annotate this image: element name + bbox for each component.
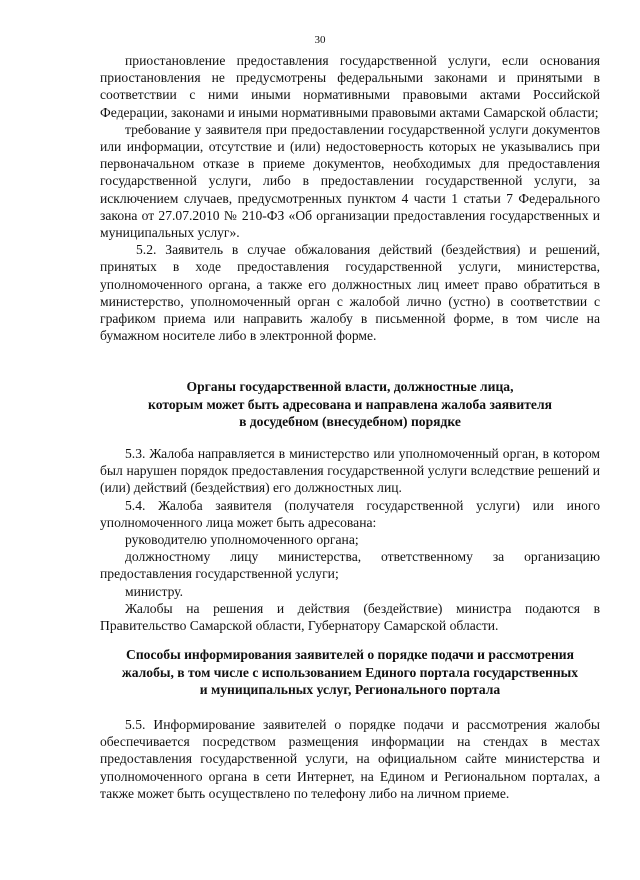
paragraph: приостановление предоставления государственной услуги, если основания приостановления не предусмотрены федеральными законами и принятыми в соответствии с ними иными нормативными правовыми актами Российской Федерации, законами и иными нормативными правовыми актами Самарской области; bbox=[100, 53, 600, 120]
list-item: министру. bbox=[125, 583, 184, 599]
paragraph: 5.4. Жалоба заявителя (получателя государственной услуги) или иного уполномоченного лица может быть адресована: bbox=[100, 497, 600, 530]
paragraph-group-2 bbox=[100, 445, 600, 634]
list-item: должностному лицу министерства, ответственному за организацию предоставления государственной услуги; bbox=[100, 549, 600, 582]
list-item: руководителю уполномоченного органа; bbox=[125, 532, 359, 548]
paragraph-group-3 bbox=[100, 716, 600, 802]
paragraph: 5.3. Жалоба направляется в министерство или уполномоченный орган, в котором был нарушен порядок предоставления государственной услуги вследствие решений и (или) действий (бездействия) его должностных лиц. bbox=[100, 446, 600, 496]
paragraph: 5.5. Информирование заявителей о порядке подачи и рассмотрения жалобы обеспечивается посредством размещения информации на стендах в местах предоставления государственной услуги, на официальном сайте министерства и уполномоченного органа в сети Интернет, на Едином и Региональном порталах, а также может быть осуществлено по телефону либо на личном приеме. bbox=[100, 717, 600, 801]
paragraph-group-1 bbox=[100, 52, 600, 344]
page-number: 30 bbox=[314, 34, 326, 46]
paragraph: Жалобы на решения и действия (бездействие) министра подаются в Правительство Самарской области, Губернатору Самарской области. bbox=[100, 600, 600, 634]
paragraph: 5.2. Заявитель в случае обжалования действий (бездействия) и решений, принятых в ходе предоставления государственной услуги, министерства, уполномоченного органа, а также его должностных лиц имеет право обратиться в министерство, уполномоченный орган с жалобой лично (устно) в соответствии с графиком приема или направить жалобу в письменной форме, в том числе на бумажном носителе либо в электронной форме. bbox=[100, 242, 600, 344]
section-heading-1: Органы государственной власти, должностные лица, которым может быть адресована и направлена жалоба заявителя в досудебном (внесудебном) порядке bbox=[148, 379, 552, 429]
section-heading-2: Способы информирования заявителей о порядке подачи и рассмотрения жалобы, в том числе с использованием Единого портала государственных и муниципальных услуг, Регионального портала bbox=[121, 647, 579, 697]
paragraph: требование у заявителя при предоставлении государственной услуги документов или информации, отсутствие и (или) недостоверность которых не указывались при первоначальном отказе в приеме документов, необходимых для предоставления государственной услуги, либо в предоставлении государственной услуги, за исключением случаев, предусмотренных пунктом 4 части 1 статьи 7 Федерального закона от 27.07.2010 № 210-ФЗ «Об организации предоставления государственных и муниципальных услуг». bbox=[100, 121, 600, 241]
